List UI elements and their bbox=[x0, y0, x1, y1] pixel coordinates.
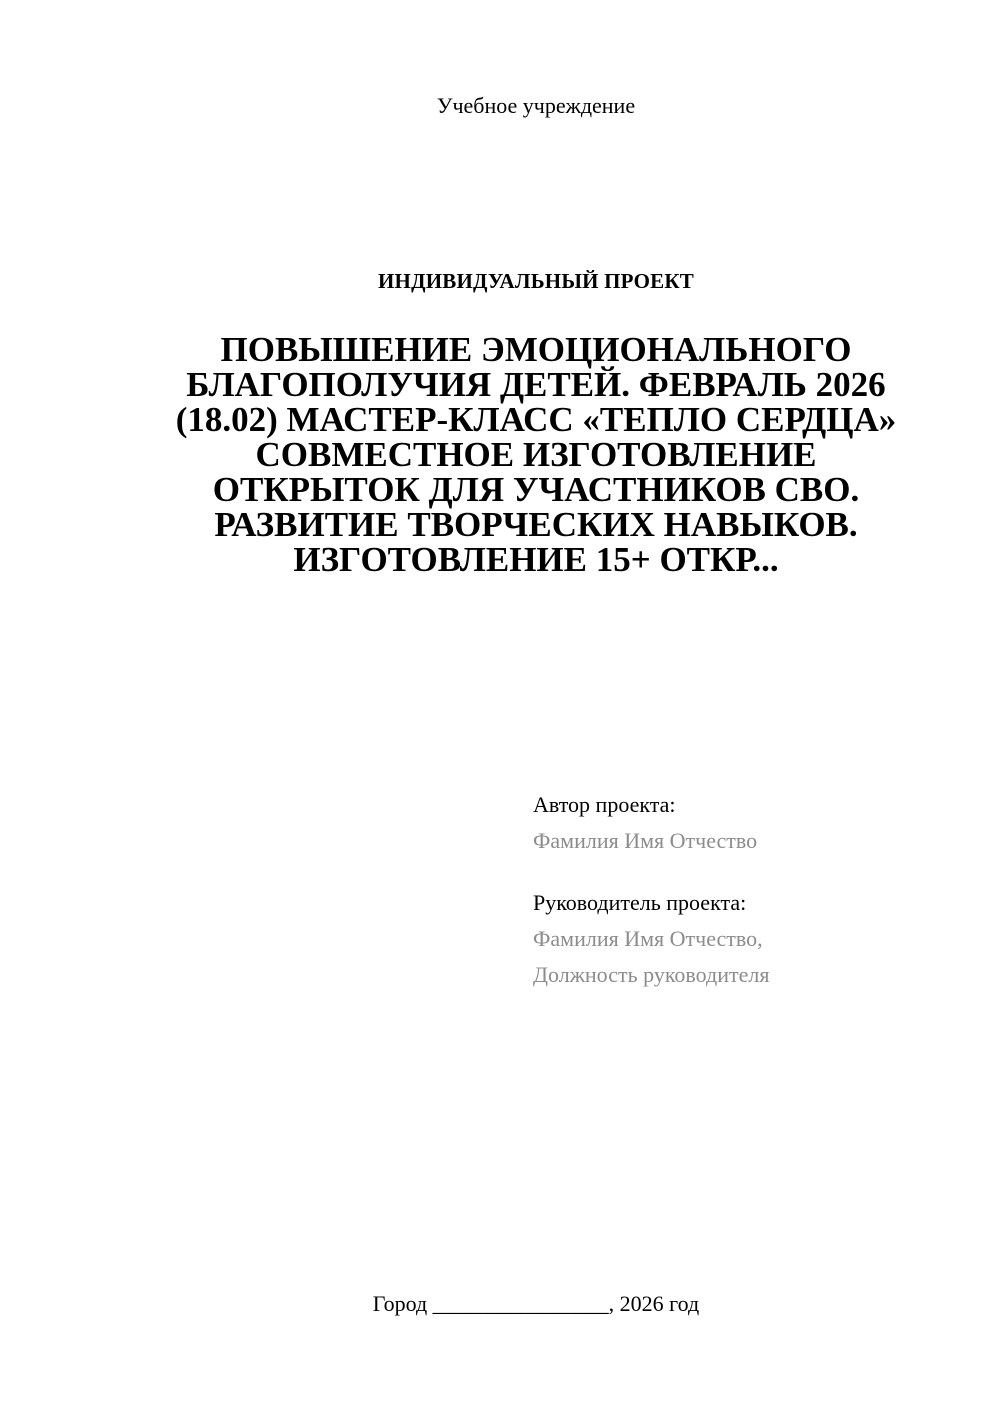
supervisor-label: Руководитель проекта: bbox=[533, 890, 747, 915]
author-block bbox=[533, 787, 973, 859]
supervisor-block bbox=[533, 885, 973, 993]
project-type-heading: ИНДИВИДУАЛЬНЫЙ ПРОЕКТ bbox=[378, 269, 694, 293]
supervisor-position: Должность руководителя bbox=[533, 962, 770, 987]
project-roles bbox=[533, 787, 973, 993]
author-label: Автор проекта: bbox=[533, 792, 676, 817]
project-title: ПОВЫШЕНИЕ ЭМОЦИОНАЛЬНОГО БЛАГОПОЛУЧИЯ ДЕТЕЙ. ФЕВРАЛЬ 2026 (18.02) МАСТЕР-КЛАСС «ТЕПЛО СЕРДЦА» СОВМЕСТНОЕ ИЗГОТОВЛЕНИЕ ОТКРЫТОК ДЛЯ УЧАСТНИКОВ СВО. РАЗВИТИЕ ТВОРЧЕСКИХ НАВЫКОВ. ИЗГОТОВЛЕНИЕ 15+ ОТКР... bbox=[175, 330, 897, 579]
city-year-footer: Город ________________, 2026 год bbox=[372, 1291, 700, 1316]
supervisor-name: Фамилия Имя Отчество, bbox=[533, 926, 763, 951]
author-name: Фамилия Имя Отчество bbox=[533, 828, 758, 853]
institution-name: Учебное учреждение bbox=[436, 93, 636, 118]
